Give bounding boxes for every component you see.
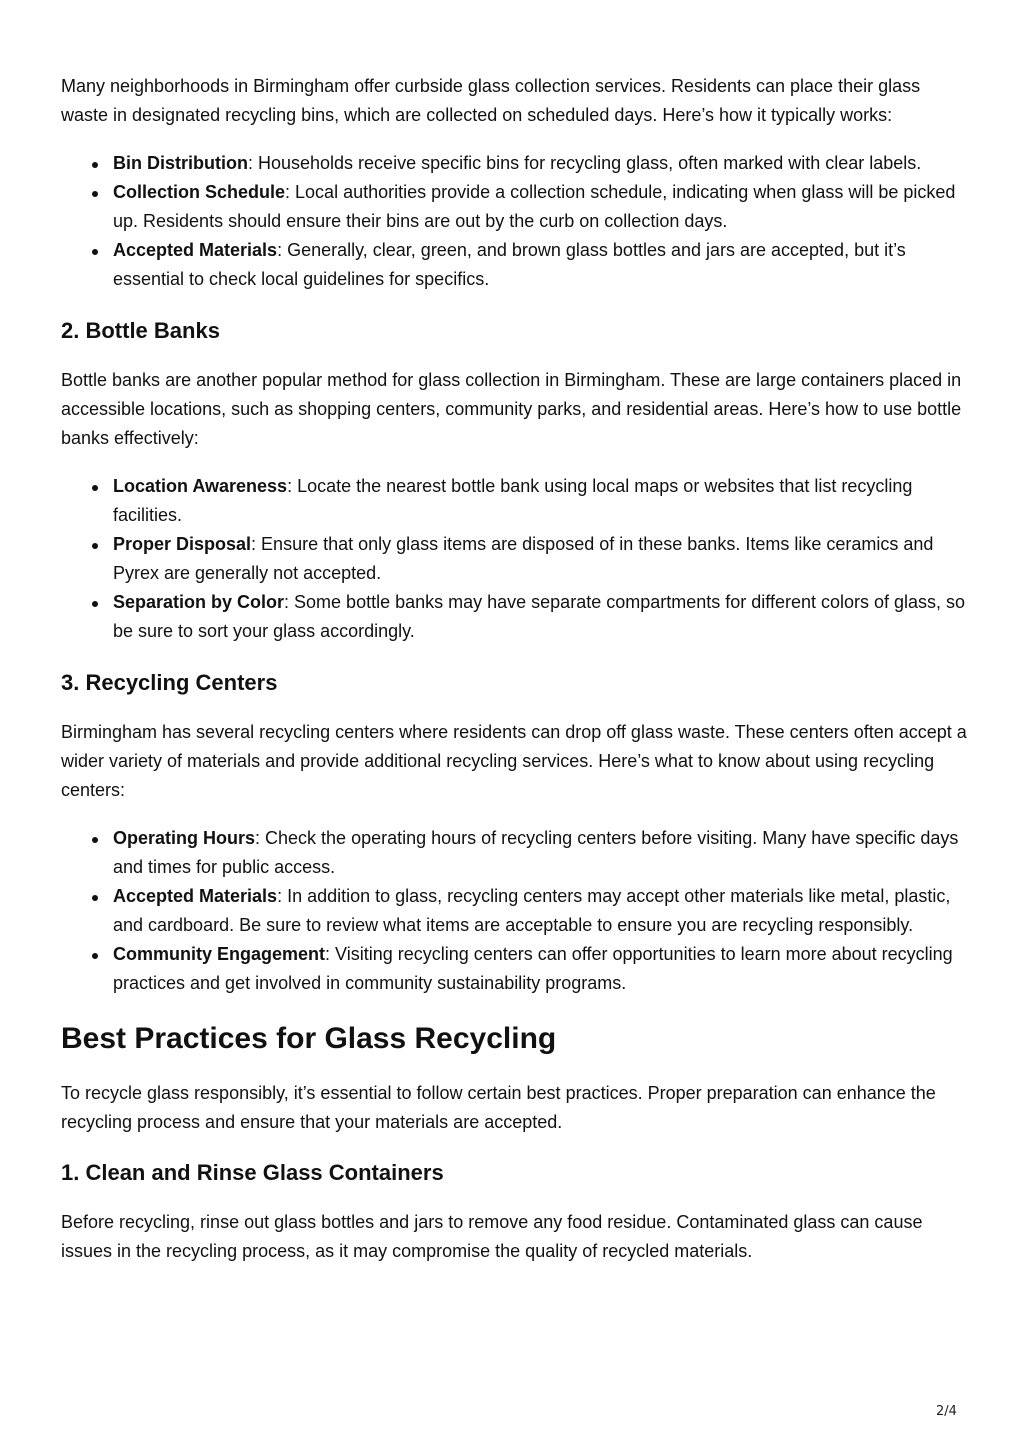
list-item <box>113 236 967 294</box>
list-item-text: : Check the operating hours of recycling centers before visiting. Many have specific days and times for public access. <box>113 828 959 877</box>
list-item-text: : Locate the nearest bottle bank using local maps or websites that list recycling facilities. <box>113 476 913 525</box>
clean-rinse-heading: 1. Clean and Rinse Glass Containers <box>61 1160 444 1185</box>
list-item-term: Accepted Materials <box>113 240 278 260</box>
clean-rinse-paragraph: Before recycling, rinse out glass bottles and jars to remove any food residue. Contaminated glass can cause issues in the recycling process, as it may compromise the quality of recycled materials. <box>61 1212 923 1261</box>
page-number: 2/4 <box>936 1404 957 1419</box>
list-item <box>113 882 967 940</box>
list-item-text: : In addition to glass, recycling centers may accept other materials like metal, plastic, and cardboard. Be sure to review what items are acceptable to ensure you are recycling responsibly. <box>113 886 951 935</box>
list-item <box>113 824 967 882</box>
list-item-term: Proper Disposal <box>113 534 252 554</box>
best-practices-heading: Best Practices for Glass Recycling <box>61 1022 557 1055</box>
list-item <box>113 149 967 178</box>
list-item-term: Operating Hours <box>113 828 256 848</box>
bottle-banks-list <box>61 472 967 646</box>
list-item <box>113 178 967 236</box>
list-item-text: : Local authorities provide a collection schedule, indicating when glass will be picked up. Residents should ensure their bins are out by the curb on collection days. <box>113 182 956 231</box>
best-practices-paragraph: To recycle glass responsibly, it’s essential to follow certain best practices. Proper preparation can enhance the recycling process and ensure that your materials are accepted. <box>61 1083 936 1132</box>
list-item-term: Bin Distribution <box>113 153 248 173</box>
list-item-term: Community Engagement <box>113 944 326 964</box>
recycling-centers-heading: 3. Recycling Centers <box>61 670 278 695</box>
list-item-text: : Visiting recycling centers can offer opportunities to learn more about recycling practices and get involved in community sustainability programs. <box>113 944 953 993</box>
curbside-list <box>61 149 967 294</box>
list-item-text: : Ensure that only glass items are disposed of in these banks. Items like ceramics and Pyrex are generally not accepted. <box>113 534 934 583</box>
list-item <box>113 530 967 588</box>
list-item-term: Separation by Color <box>113 592 285 612</box>
list-item-term: Accepted Materials <box>113 886 278 906</box>
document-body <box>61 72 967 1266</box>
intro-paragraph: Many neighborhoods in Birmingham offer curbside glass collection services. Residents can place their glass waste in designated recycling bins, which are collected on scheduled days. Here’s how it typically works: <box>61 76 921 125</box>
list-item-text: : Generally, clear, green, and brown glass bottles and jars are accepted, but it’s essential to check local guidelines for specifics. <box>113 240 906 289</box>
list-item <box>113 472 967 530</box>
list-item-term: Location Awareness <box>113 476 288 496</box>
list-item <box>113 940 967 998</box>
recycling-centers-list <box>61 824 967 998</box>
list-item-text: : Some bottle banks may have separate compartments for different colors of glass, so be sure to sort your glass accordingly. <box>113 592 966 641</box>
list-item-term: Collection Schedule <box>113 182 286 202</box>
bottle-banks-paragraph: Bottle banks are another popular method for glass collection in Birmingham. These are large containers placed in accessible locations, such as shopping centers, community parks, and residential areas. Here’s how to use bottle banks effectively: <box>61 370 962 448</box>
bottle-banks-heading: 2. Bottle Banks <box>61 318 220 343</box>
list-item-text: : Households receive specific bins for recycling glass, often marked with clear labels. <box>247 153 922 173</box>
recycling-centers-paragraph: Birmingham has several recycling centers where residents can drop off glass waste. These centers often accept a wider variety of materials and provide additional recycling services. Here’s what to know about using recycling centers: <box>61 722 967 800</box>
list-item <box>113 588 967 646</box>
